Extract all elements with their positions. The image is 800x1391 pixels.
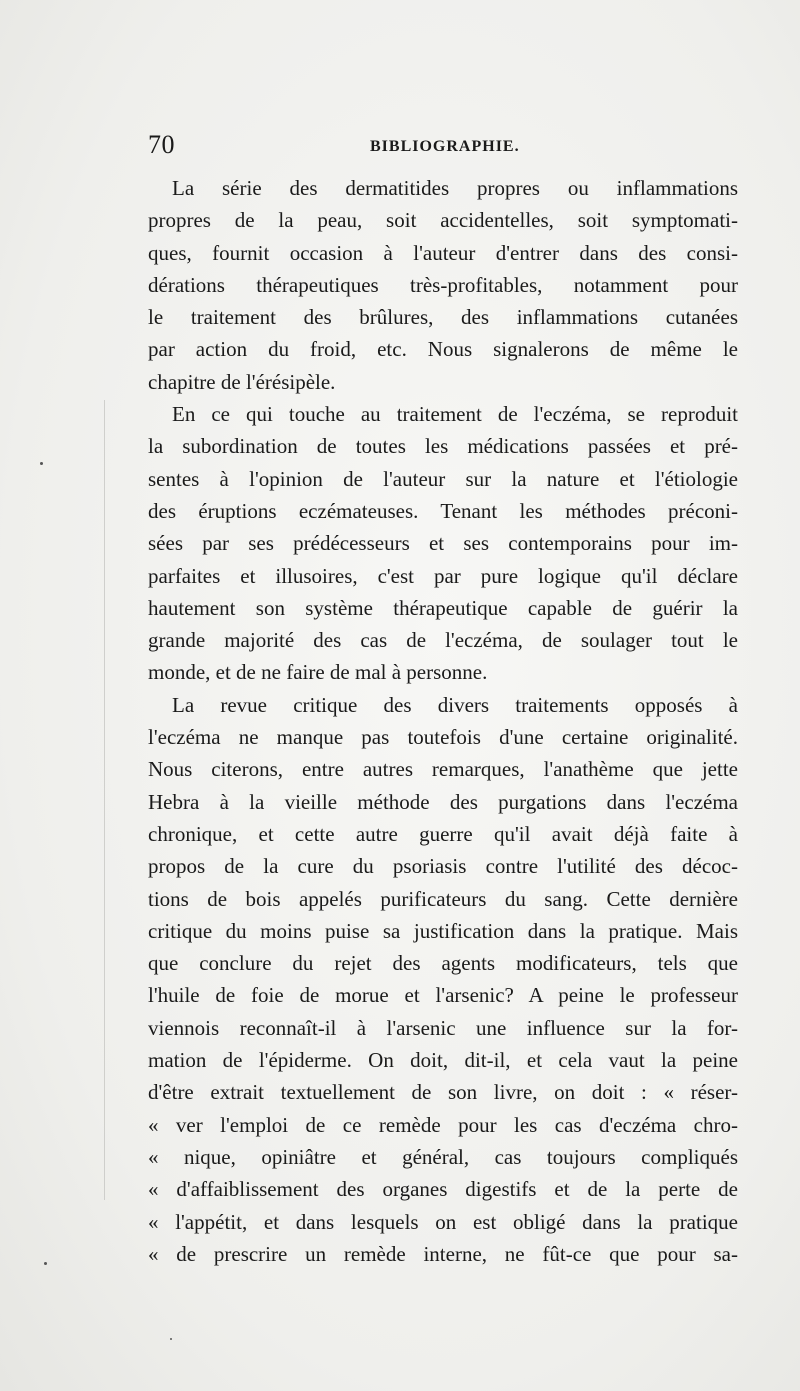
body-text [148,172,738,1270]
text-line: dérations thérapeutiques très-profitables, notamment pour [148,272,738,297]
text-line: « ver l'emploi de ce remède pour les cas d'eczéma chro- [148,1112,738,1137]
text-line: l'eczéma ne manque pas toutefois d'une certaine originalité. [148,725,738,750]
text-line: hautement son système thérapeutique capable de guérir la [148,595,738,620]
text-line: le traitement des brûlures, des inflammations cutanées [148,305,738,330]
text-line: « nique, opiniâtre et général, cas toujours compliqués [148,1144,738,1169]
text-line: que conclure du rejet des agents modificateurs, tels que [148,951,738,976]
text-line: des éruptions eczémateuses. Tenant les méthodes préconi- [148,498,738,523]
text-line: tions de bois appelés purificateurs du sang. Cette dernière [148,886,738,911]
ink-speck [44,1262,47,1265]
page-number: 70 [148,130,175,159]
text-line: Nous citerons, entre autres remarques, l'anathème que jette [148,757,738,782]
text-line: « l'appétit, et dans lesquels on est obligé dans la pratique [148,1209,738,1234]
running-head [148,130,738,166]
text-line: critique du moins puise sa justification dans la pratique. Mais [148,918,738,943]
text-line: grande majorité des cas de l'eczéma, de soulager tout le [148,628,738,653]
text-line: Hebra à la vieille méthode des purgations dans l'eczéma [148,789,738,814]
text-line: mation de l'épiderme. On doit, dit-il, et cela vaut la peine [148,1048,738,1073]
text-line: « de prescrire un remède interne, ne fût-ce que pour sa- [148,1241,738,1266]
running-title: BIBLIOGRAPHIE. [370,138,520,155]
text-line: viennois reconnaît-il à l'arsenic une influence sur la for- [148,1015,738,1040]
text-line: chronique, et cette autre guerre qu'il avait déjà faite à [148,821,738,846]
text-line: l'huile de foie de morue et l'arsenic? A peine le professeur [148,983,738,1008]
text-line: par action du froid, etc. Nous signalerons de même le [148,337,738,362]
text-line: sées par ses prédécesseurs et ses contemporains pour im- [148,531,738,556]
text-line: sentes à l'opinion de l'auteur sur la nature et l'étiologie [148,466,738,491]
text-line: chapitre de l'érésipèle. [148,369,336,394]
text-line: La revue critique des divers traitements opposés à [172,692,738,717]
text-line: la subordination de toutes les médications passées et pré- [148,434,738,459]
text-line: ques, fournit occasion à l'auteur d'entrer dans des consi- [148,240,738,265]
text-line: parfaites et illusoires, c'est par pure logique qu'il déclare [148,563,738,588]
text-line: d'être extrait textuellement de son livre, on doit : « réser- [148,1080,738,1105]
ink-speck [40,462,43,465]
text-line: En ce qui touche au traitement de l'eczéma, se reproduit [172,402,738,427]
text-line: « d'affaiblissement des organes digestifs et de la perte de [148,1177,738,1202]
text-line: La série des dermatitides propres ou inflammations [172,176,738,200]
text-line: monde, et de ne faire de mal à personne. [148,660,488,685]
show-through-line [104,400,105,1200]
text-line: propos de la cure du psoriasis contre l'utilité des décoc- [148,854,738,879]
text-line: propres de la peau, soit accidentelles, soit symptomati- [148,208,738,233]
ink-speck [170,1338,172,1340]
